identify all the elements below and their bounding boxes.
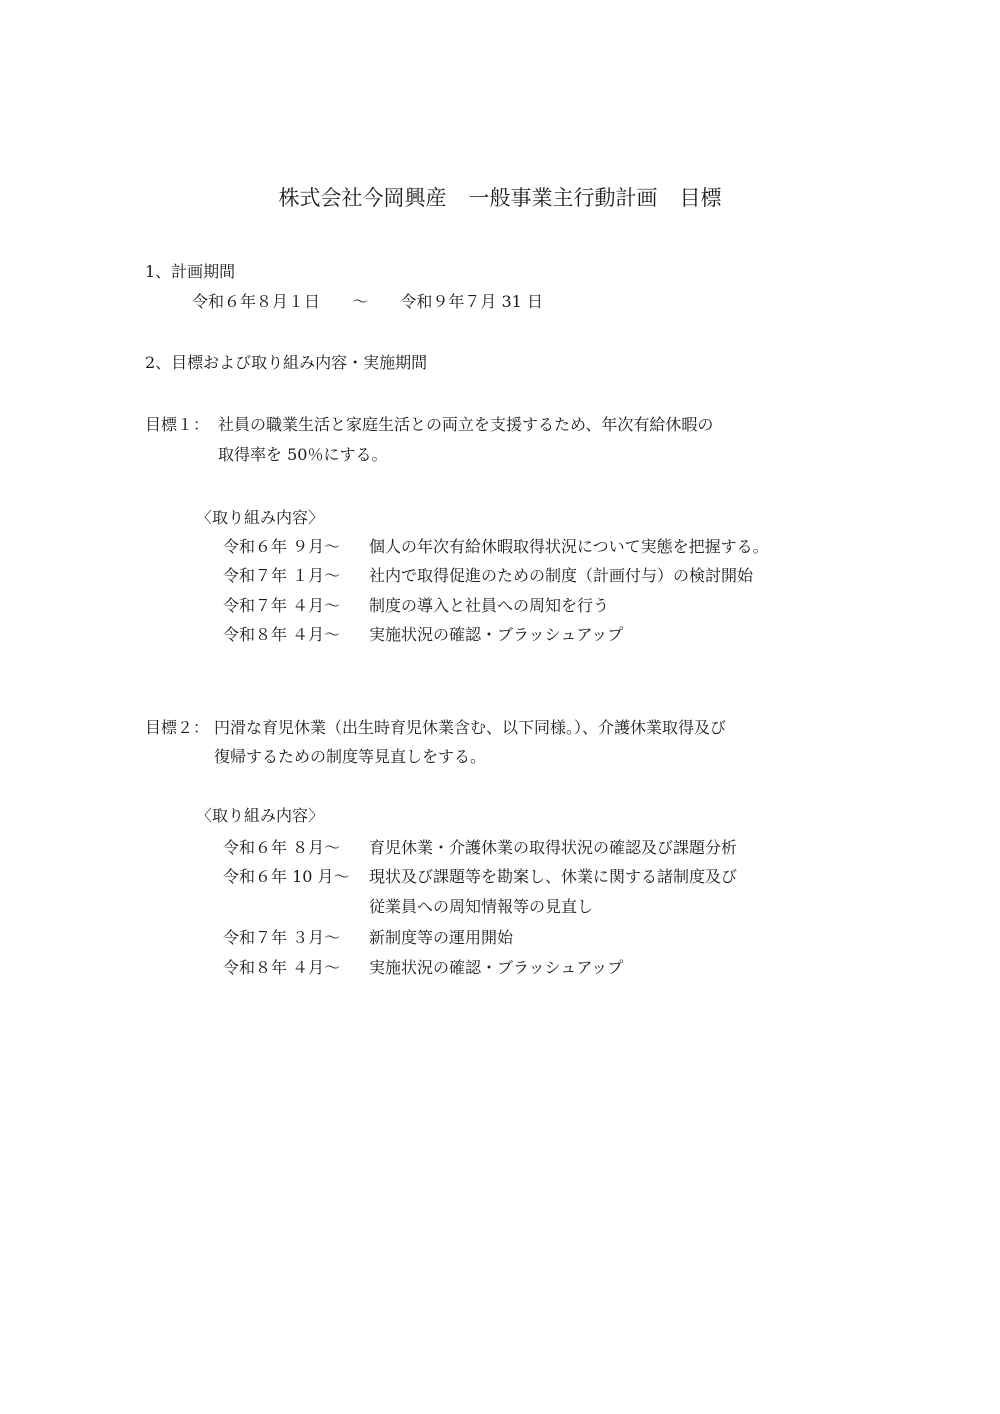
action-date: 令和６年 10 月～ [223,867,350,886]
title-goal: 目標 [679,186,722,210]
action-date: 令和７年 １月～ [223,566,341,585]
goal2-label: 目標２： [145,718,210,737]
action-text: 現状及び課題等を勘案し、休業に関する諸制度及び [369,867,738,886]
action-text: 個人の年次有給休暇取得状況について実態を把握する。 [369,537,769,556]
action-text: 実施状況の確認・ブラッシュアップ [369,625,624,644]
action-date: 令和７年 ３月～ [223,928,341,947]
goal1-text-line1: 社員の職業生活と家庭生活との両立を支援するため、年次有給休暇の [218,415,714,434]
goal1-actions-heading: 〈取り組み内容〉 [196,508,325,527]
goal2-action-row [223,838,737,858]
action-text: 育児休業・介護休業の取得状況の確認及び課題分析 [369,838,738,857]
action-text: 制度の導入と社員への周知を行う [369,596,610,615]
action-text-continued: 従業員への周知情報等の見直し [369,897,594,916]
action-date: 令和６年 ８月～ [223,838,341,857]
action-text: 社内で取得促進のための制度（計画付与）の検討開始 [369,566,754,585]
goal1-action-row [223,625,623,645]
period-separator: ～ [352,292,369,311]
title-plan: 一般事業主行動計画 [468,186,658,210]
goal2-text-line1: 円滑な育児休業（出生時育児休業含む、以下同様。）、介護休業取得及び [214,718,727,737]
period-end: 令和９年７月 31 日 [400,292,543,311]
title-company: 株式会社今岡興産 [278,186,447,210]
goal2-action-row [223,958,623,978]
goal2-text-line2: 復帰するための制度等見直しをする。 [214,747,487,766]
goal1-action-row [223,566,753,586]
goal2-action-row [223,928,513,948]
action-date: 令和７年 ４月～ [223,596,341,615]
action-date: 令和６年 ９月～ [223,537,341,556]
section1-heading: 1、計画期間 [145,262,236,281]
action-text: 実施状況の確認・ブラッシュアップ [369,958,624,977]
goal2-action-row-continued [223,897,593,917]
action-text: 新制度等の運用開始 [369,928,514,947]
goal1-action-row [223,596,609,616]
action-date: 令和８年 ４月～ [223,625,341,644]
plan-period [192,292,543,312]
period-start: 令和６年８月１日 [192,292,321,311]
goal1-label: 目標１： [145,415,210,434]
action-date: 令和８年 ４月～ [223,958,341,977]
goal2-action-row [223,867,737,887]
goal1-text-line2: 取得率を 50％にする。 [218,445,388,464]
goal2-actions-heading: 〈取り組み内容〉 [196,806,325,825]
document-title [0,184,1000,212]
goal1-action-row [223,537,769,557]
section2-heading: 2、目標および取り組み内容・実施期間 [145,353,428,372]
